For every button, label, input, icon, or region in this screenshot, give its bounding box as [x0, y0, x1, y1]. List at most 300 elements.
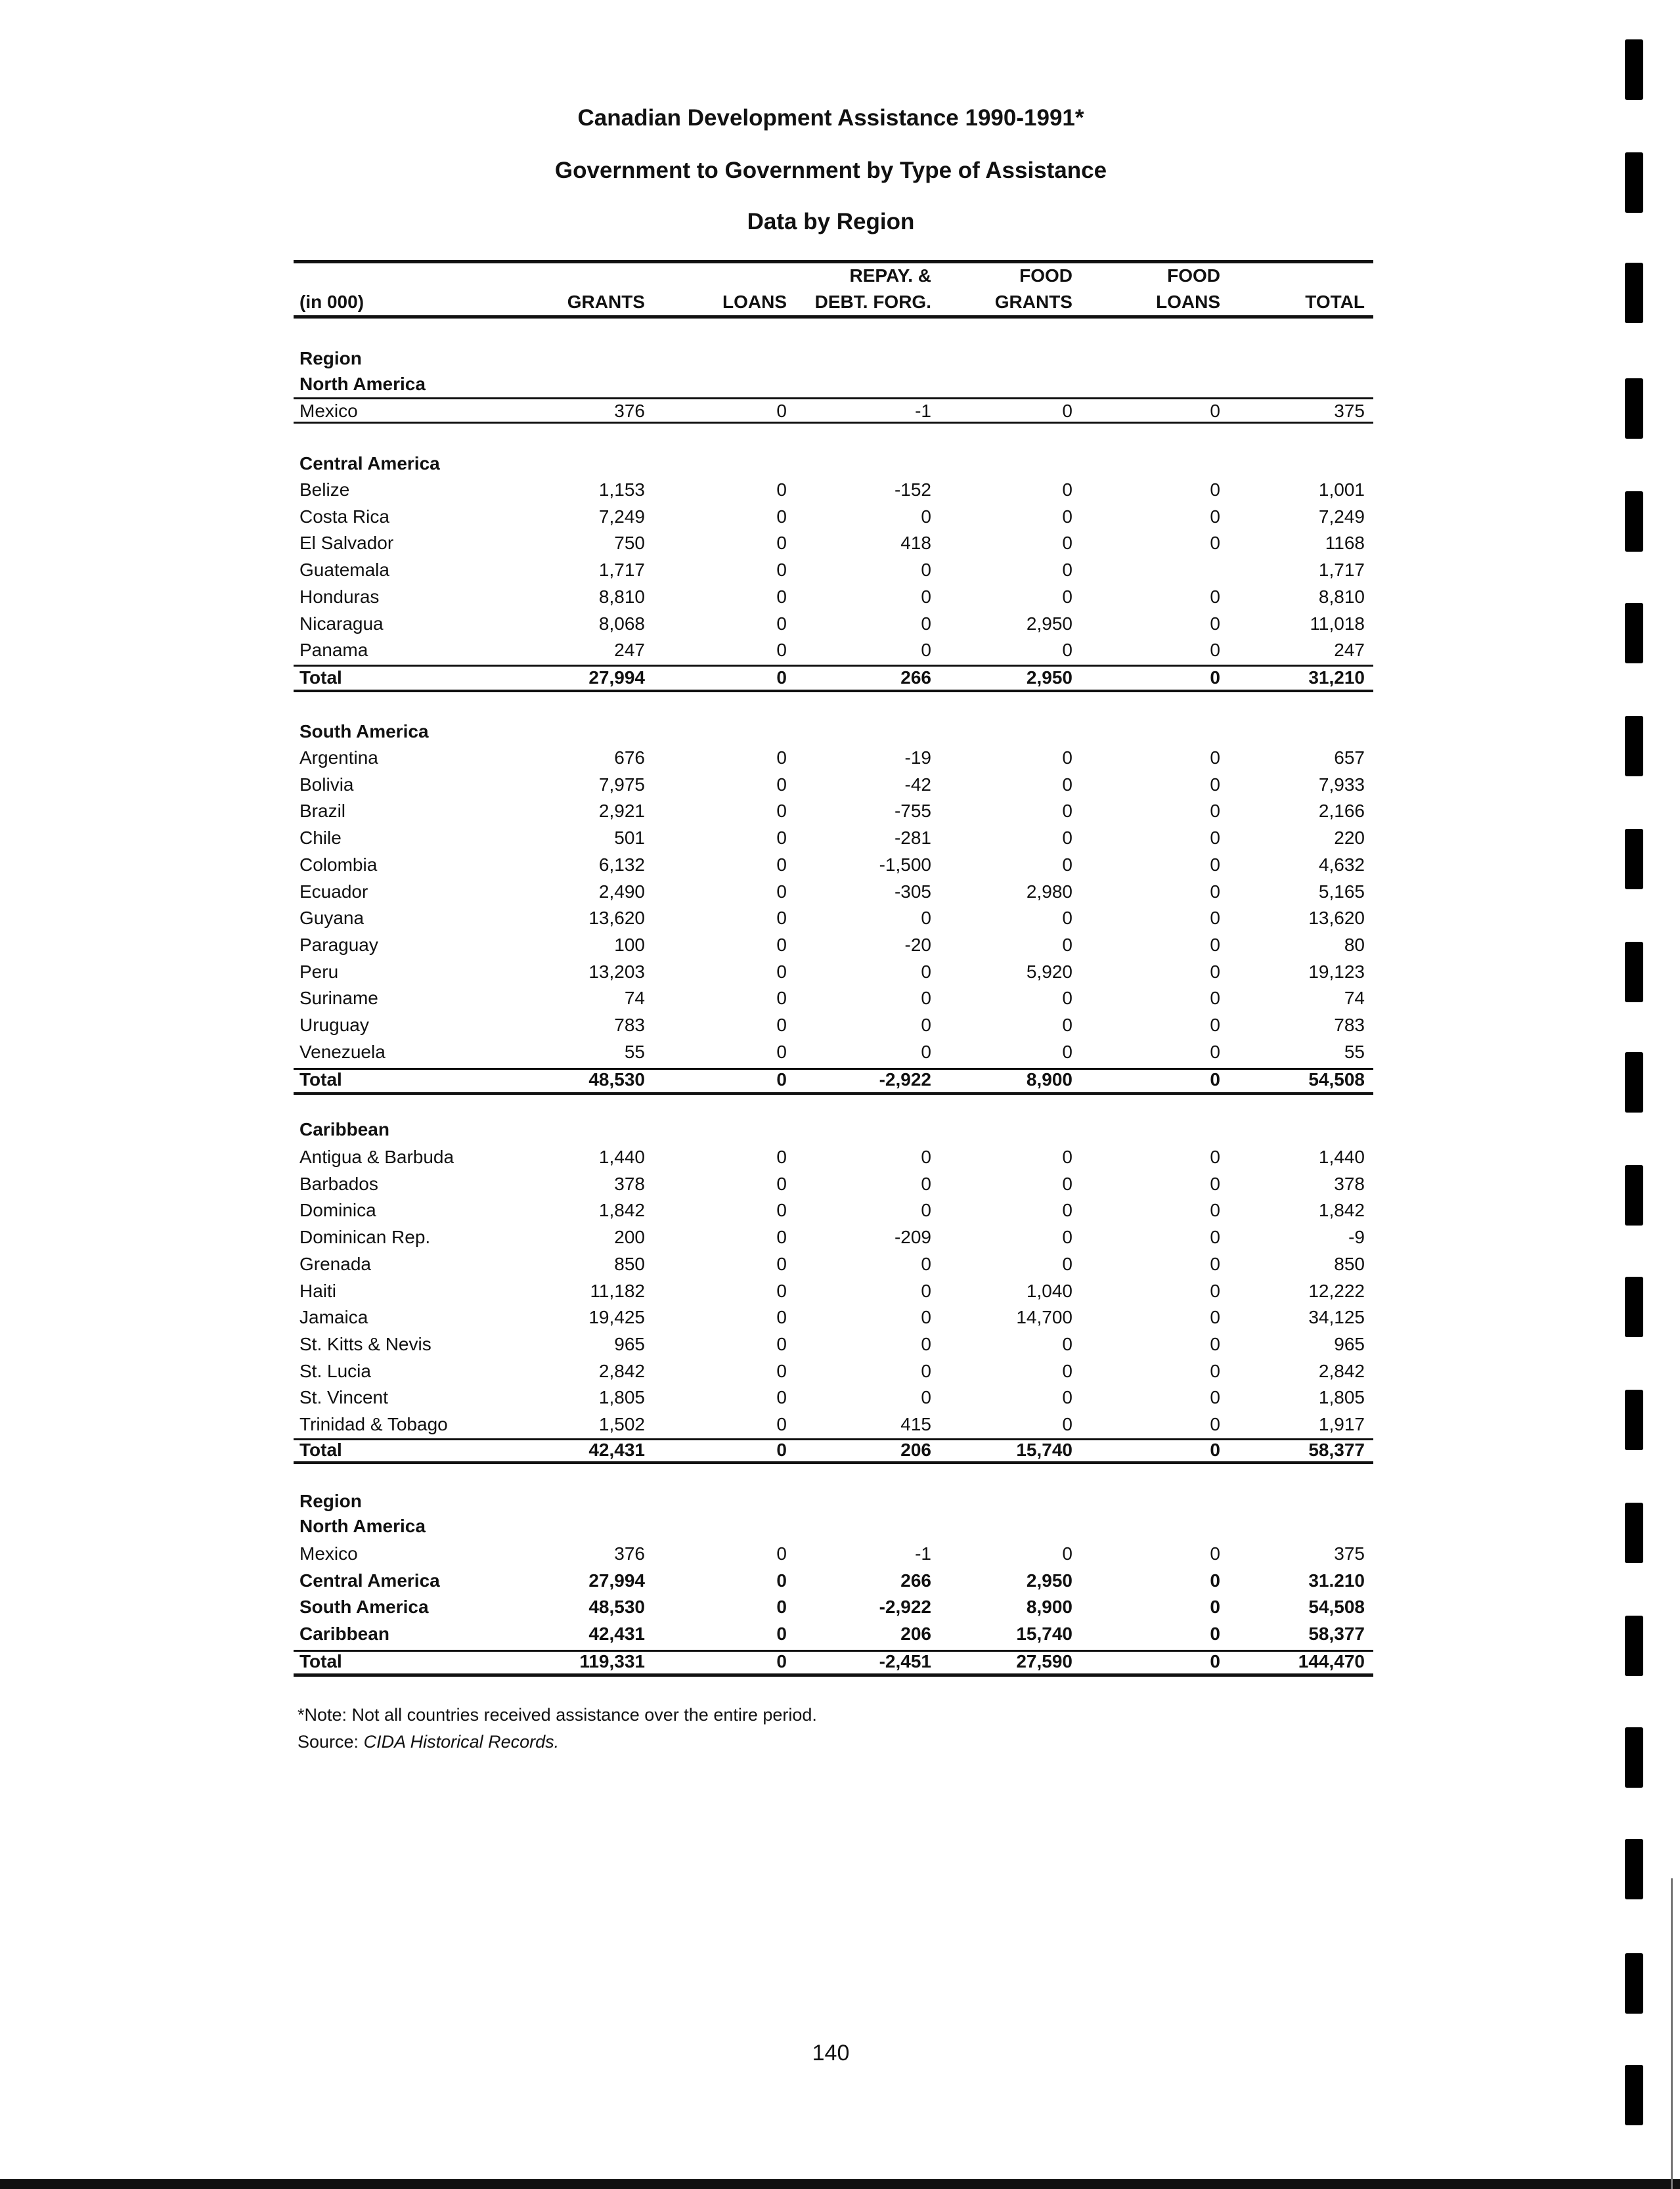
food-grants-cell: 27,590	[1016, 1651, 1072, 1671]
column-header-repay-line1: REPAY. &	[849, 265, 931, 286]
table-row-label: Mexico	[299, 401, 358, 421]
table-row-label: Brazil	[299, 801, 346, 822]
repay-debt-forgiveness-cell: 206	[900, 1440, 931, 1460]
food-grants-cell: 8,900	[1026, 1069, 1072, 1090]
total-cell: 1,805	[1318, 1387, 1365, 1408]
food-grants-cell: 2,950	[1026, 1570, 1072, 1591]
food-loans-cell: 0	[1210, 1597, 1220, 1618]
loans-cell: 0	[776, 640, 787, 661]
food-loans-cell: 0	[1210, 1015, 1220, 1035]
loans-cell: 0	[776, 774, 787, 795]
total-cell: 220	[1334, 828, 1365, 849]
section-label-north-america: North America	[299, 374, 426, 394]
grants-cell: 7,249	[598, 506, 645, 527]
source-line	[298, 1732, 559, 1752]
repay-debt-forgiveness-cell: 0	[921, 613, 931, 634]
binding-mark	[1625, 1727, 1643, 1788]
food-grants-cell: 0	[1062, 1041, 1072, 1062]
food-loans-cell: 0	[1210, 1414, 1220, 1434]
north-america-bottom-rule	[294, 422, 1373, 424]
loans-cell: 0	[776, 801, 787, 822]
loans-cell: 0	[776, 1147, 787, 1167]
repay-debt-forgiveness-cell: -1	[915, 1543, 931, 1564]
repay-debt-forgiveness-cell: 0	[921, 1200, 931, 1221]
repay-debt-forgiveness-cell: 0	[921, 908, 931, 929]
binding-mark	[1625, 942, 1643, 1002]
repay-debt-forgiveness-cell: 266	[900, 1570, 931, 1591]
food-loans-cell: 0	[1210, 1069, 1220, 1090]
page-number: 140	[812, 2041, 850, 2066]
food-grants-cell: 8,900	[1026, 1597, 1072, 1618]
repay-debt-forgiveness-cell: -305	[894, 881, 931, 902]
column-header-unit: (in 000)	[299, 292, 365, 312]
grants-cell: 378	[614, 1173, 645, 1194]
total-cell: 55	[1344, 1041, 1365, 1062]
total-cell: 7,933	[1318, 774, 1365, 795]
food-loans-cell: 0	[1210, 1253, 1220, 1274]
repay-debt-forgiveness-cell: -42	[904, 774, 931, 795]
total-cell: 247	[1334, 640, 1365, 661]
food-grants-cell: 0	[1062, 988, 1072, 1009]
footnote: *Note: Not all countries received assistance over the entire period.	[298, 1705, 817, 1725]
total-cell: 31.210	[1308, 1570, 1365, 1591]
total-cell: 8,810	[1318, 586, 1365, 607]
food-loans-cell: 0	[1210, 1543, 1220, 1564]
food-loans-cell: 0	[1210, 1440, 1220, 1460]
loans-cell: 0	[776, 1227, 787, 1248]
food-grants-cell: 0	[1062, 774, 1072, 795]
total-row-label: Total	[299, 1440, 342, 1460]
grants-cell: 783	[614, 1015, 645, 1035]
table-row-label: Peru	[299, 961, 339, 982]
food-loans-cell: 0	[1210, 1651, 1220, 1671]
repay-debt-forgiveness-cell: 0	[921, 506, 931, 527]
food-loans-cell: 0	[1210, 613, 1220, 634]
food-loans-cell: 0	[1210, 828, 1220, 849]
food-grants-cell: 0	[1062, 1015, 1072, 1035]
total-cell: 31,210	[1308, 667, 1365, 688]
food-loans-cell: 0	[1210, 533, 1220, 554]
table-row-label: St. Lucia	[299, 1360, 371, 1381]
binding-mark	[1625, 263, 1643, 323]
loans-cell: 0	[776, 1333, 787, 1354]
loans-cell: 0	[776, 908, 787, 929]
binding-mark	[1625, 603, 1643, 663]
food-grants-cell: 0	[1062, 747, 1072, 768]
loans-cell: 0	[776, 401, 787, 421]
grants-cell: 119,331	[579, 1651, 645, 1671]
loans-cell: 0	[776, 1624, 787, 1645]
grants-cell: 27,994	[588, 1570, 645, 1591]
table-row-label: Honduras	[299, 586, 380, 607]
total-cell: 378	[1334, 1173, 1365, 1194]
food-grants-cell: 0	[1062, 401, 1072, 421]
food-grants-cell: 0	[1062, 640, 1072, 661]
grants-cell: 376	[614, 1543, 645, 1564]
food-loans-cell: 0	[1210, 667, 1220, 688]
loans-cell: 0	[776, 586, 787, 607]
food-loans-cell: 0	[1210, 1227, 1220, 1248]
total-cell: 58,377	[1308, 1440, 1365, 1460]
section-label-region: Region	[299, 348, 362, 368]
food-grants-cell: 0	[1062, 1414, 1072, 1434]
table-row-label: Guyana	[299, 908, 365, 929]
column-header-food-loans-line1: FOOD	[1167, 265, 1220, 286]
food-grants-cell: 0	[1062, 1200, 1072, 1221]
total-cell: 11,018	[1310, 613, 1365, 634]
summary-label-north-america: North America	[299, 1516, 426, 1536]
grants-cell: 11,182	[590, 1280, 645, 1301]
loans-cell: 0	[776, 1651, 787, 1671]
loans-cell: 0	[776, 506, 787, 527]
food-loans-cell: 0	[1210, 506, 1220, 527]
summary-total-bottom-rule	[294, 1673, 1373, 1677]
repay-debt-forgiveness-cell: 0	[921, 586, 931, 607]
food-grants-cell: 0	[1062, 1227, 1072, 1248]
binding-mark	[1625, 2065, 1643, 2125]
repay-debt-forgiveness-cell: 0	[921, 1307, 931, 1328]
grants-cell: 2,490	[598, 881, 645, 902]
total-cell: -9	[1348, 1227, 1365, 1248]
repay-debt-forgiveness-cell: -152	[894, 479, 931, 500]
total-cell: 34,125	[1308, 1307, 1365, 1328]
loans-cell: 0	[776, 613, 787, 634]
grants-cell: 1,842	[598, 1200, 645, 1221]
repay-debt-forgiveness-cell: 266	[900, 667, 931, 688]
grants-cell: 1,440	[598, 1147, 645, 1167]
loans-cell: 0	[776, 1307, 787, 1328]
grants-cell: 247	[614, 640, 645, 661]
food-loans-cell: 0	[1210, 479, 1220, 500]
repay-debt-forgiveness-cell: 0	[921, 1253, 931, 1274]
table-row-label: Barbados	[299, 1173, 378, 1194]
grants-cell: 2,921	[598, 801, 645, 822]
grants-cell: 48,530	[588, 1069, 645, 1090]
repay-debt-forgiveness-cell: -281	[894, 828, 931, 849]
repay-debt-forgiveness-cell: -209	[894, 1227, 931, 1248]
repay-debt-forgiveness-cell: 415	[900, 1414, 931, 1434]
table-row-label: Dominican Rep.	[299, 1227, 431, 1248]
food-loans-cell: 0	[1210, 854, 1220, 875]
total-cell: 965	[1334, 1333, 1365, 1354]
grants-cell: 750	[614, 533, 645, 554]
loans-cell: 0	[776, 1543, 787, 1564]
binding-mark	[1625, 1839, 1643, 1899]
column-header-food-loans-line2: LOANS	[1156, 292, 1220, 312]
total-cell: 19,123	[1308, 961, 1365, 982]
summary-row-label: South America	[299, 1597, 429, 1618]
header-bottom-rule	[294, 315, 1373, 319]
repay-debt-forgiveness-cell: 0	[921, 1280, 931, 1301]
table-row-label: Venezuela	[299, 1041, 386, 1062]
repay-debt-forgiveness-cell: 0	[921, 560, 931, 581]
repay-debt-forgiveness-cell: 0	[921, 988, 931, 1009]
food-loans-cell: 0	[1210, 747, 1220, 768]
food-loans-cell: 0	[1210, 1360, 1220, 1381]
total-cell: 2,842	[1318, 1360, 1365, 1381]
binding-mark	[1625, 152, 1643, 213]
loans-cell: 0	[776, 988, 787, 1009]
repay-debt-forgiveness-cell: -2,451	[879, 1651, 931, 1671]
total-cell: 850	[1334, 1253, 1365, 1274]
table-row-label: Haiti	[299, 1280, 337, 1301]
food-loans-cell: 0	[1210, 1307, 1220, 1328]
food-grants-cell: 0	[1062, 586, 1072, 607]
food-loans-cell: 0	[1210, 640, 1220, 661]
repay-debt-forgiveness-cell: -20	[904, 934, 931, 955]
grants-cell: 48,530	[588, 1597, 645, 1618]
binding-mark	[1625, 378, 1643, 439]
repay-debt-forgiveness-cell: -1,500	[879, 854, 931, 875]
food-grants-cell: 0	[1062, 479, 1072, 500]
table-row-label: Nicaragua	[299, 613, 384, 634]
grants-cell: 8,068	[598, 613, 645, 634]
grants-cell: 74	[624, 988, 645, 1009]
food-grants-cell: 14,700	[1016, 1307, 1072, 1328]
total-cell: 1,842	[1318, 1200, 1365, 1221]
repay-debt-forgiveness-cell: -19	[904, 747, 931, 768]
repay-debt-forgiveness-cell: 0	[921, 1360, 931, 1381]
loans-cell: 0	[776, 1570, 787, 1591]
total-cell: 1168	[1325, 533, 1365, 554]
summary-row-label: Mexico	[299, 1543, 358, 1564]
food-loans-cell: 0	[1210, 1147, 1220, 1167]
grants-cell: 1,502	[598, 1414, 645, 1434]
grants-cell: 1,717	[598, 560, 645, 581]
food-grants-cell: 0	[1062, 506, 1072, 527]
column-header-food-grants-line2: GRANTS	[994, 292, 1072, 312]
food-grants-cell: 15,740	[1016, 1440, 1072, 1460]
binding-mark	[1625, 1165, 1643, 1226]
summary-row-label: Central America	[299, 1570, 440, 1591]
food-loans-cell: 0	[1210, 1570, 1220, 1591]
table-row-label: Antigua & Barbuda	[299, 1147, 454, 1167]
food-grants-cell: 0	[1062, 1387, 1072, 1408]
grants-cell: 850	[614, 1253, 645, 1274]
grants-cell: 100	[614, 934, 645, 955]
repay-debt-forgiveness-cell: 0	[921, 961, 931, 982]
loans-cell: 0	[776, 1387, 787, 1408]
food-grants-cell: 5,920	[1026, 961, 1072, 982]
food-grants-cell: 15,740	[1016, 1624, 1072, 1645]
grants-cell: 13,203	[588, 961, 645, 982]
food-grants-cell: 0	[1062, 1147, 1072, 1167]
binding-mark	[1625, 1953, 1643, 2014]
table-row-label: Jamaica	[299, 1307, 368, 1328]
food-loans-cell: 0	[1210, 1624, 1220, 1645]
south-america-total-bottom-rule	[294, 1092, 1373, 1095]
food-grants-cell: 0	[1062, 801, 1072, 822]
loans-cell: 0	[776, 934, 787, 955]
grand-total-row-label: Total	[299, 1651, 342, 1671]
table-row-label: St. Kitts & Nevis	[299, 1333, 431, 1354]
grants-cell: 13,620	[588, 908, 645, 929]
grants-cell: 42,431	[588, 1440, 645, 1460]
loans-cell: 0	[776, 560, 787, 581]
food-loans-cell: 0	[1210, 1280, 1220, 1301]
source-label: Source:	[298, 1732, 359, 1752]
food-grants-cell: 0	[1062, 1333, 1072, 1354]
food-grants-cell: 0	[1062, 828, 1072, 849]
binding-mark	[1625, 1277, 1643, 1337]
food-loans-cell: 0	[1210, 1173, 1220, 1194]
grants-cell: 2,842	[598, 1360, 645, 1381]
loans-cell: 0	[776, 961, 787, 982]
grants-cell: 501	[614, 828, 645, 849]
grants-cell: 965	[614, 1333, 645, 1354]
food-grants-cell: 0	[1062, 1253, 1072, 1274]
food-grants-cell: 0	[1062, 533, 1072, 554]
total-cell: 12,222	[1308, 1280, 1365, 1301]
binding-mark	[1625, 716, 1643, 776]
total-cell: 74	[1344, 988, 1365, 1009]
total-cell: 7,249	[1318, 506, 1365, 527]
loans-cell: 0	[776, 533, 787, 554]
loans-cell: 0	[776, 1414, 787, 1434]
food-grants-cell: 2,980	[1026, 881, 1072, 902]
total-cell: 2,166	[1318, 801, 1365, 822]
binding-mark	[1625, 829, 1643, 889]
total-cell: 144,470	[1298, 1651, 1365, 1671]
column-header-repay-line2: DEBT. FORG.	[814, 292, 931, 312]
table-row-label: Argentina	[299, 747, 378, 768]
repay-debt-forgiveness-cell: 0	[921, 1173, 931, 1194]
binding-mark	[1625, 1616, 1643, 1676]
loans-cell: 0	[776, 1253, 787, 1274]
total-cell: 375	[1334, 401, 1365, 421]
summary-row-label: Caribbean	[299, 1624, 389, 1645]
repay-debt-forgiveness-cell: 0	[921, 1387, 931, 1408]
repay-debt-forgiveness-cell: 0	[921, 640, 931, 661]
section-label-central-america: Central America	[299, 453, 440, 474]
food-loans-cell: 0	[1210, 1200, 1220, 1221]
total-cell: 5,165	[1318, 881, 1365, 902]
central-america-total-bottom-rule	[294, 690, 1373, 692]
table-row-label: Suriname	[299, 988, 378, 1009]
repay-debt-forgiveness-cell: 418	[900, 533, 931, 554]
column-header-total: TOTAL	[1305, 292, 1365, 312]
repay-debt-forgiveness-cell: -2,922	[879, 1069, 931, 1090]
repay-debt-forgiveness-cell: 0	[921, 1333, 931, 1354]
binding-mark	[1625, 491, 1643, 552]
table-row-label: Trinidad & Tobago	[299, 1414, 448, 1434]
grants-cell: 6,132	[598, 854, 645, 875]
repay-debt-forgiveness-cell: 206	[900, 1624, 931, 1645]
grants-cell: 676	[614, 747, 645, 768]
total-cell: 1,917	[1318, 1414, 1365, 1434]
grants-cell: 376	[614, 401, 645, 421]
total-cell: 54,508	[1308, 1069, 1365, 1090]
total-cell: 657	[1334, 747, 1365, 768]
total-cell: 58,377	[1308, 1624, 1365, 1645]
caribbean-total-bottom-rule	[294, 1461, 1373, 1464]
food-loans-cell: 0	[1210, 881, 1220, 902]
food-loans-cell: 0	[1210, 934, 1220, 955]
total-row-label: Total	[299, 667, 342, 688]
food-grants-cell: 0	[1062, 854, 1072, 875]
total-cell: 80	[1344, 934, 1365, 955]
source-text: CIDA Historical Records.	[363, 1732, 560, 1752]
grants-cell: 55	[624, 1041, 645, 1062]
loans-cell: 0	[776, 1200, 787, 1221]
food-grants-cell: 0	[1062, 1543, 1072, 1564]
loans-cell: 0	[776, 828, 787, 849]
food-grants-cell: 2,950	[1026, 613, 1072, 634]
loans-cell: 0	[776, 667, 787, 688]
grants-cell: 200	[614, 1227, 645, 1248]
table-row-label: Belize	[299, 479, 350, 500]
binding-mark	[1625, 39, 1643, 100]
loans-cell: 0	[776, 1041, 787, 1062]
food-grants-cell: 0	[1062, 908, 1072, 929]
total-cell: 375	[1334, 1543, 1365, 1564]
food-loans-cell: 0	[1210, 988, 1220, 1009]
repay-debt-forgiveness-cell: -1	[915, 401, 931, 421]
scan-edge-right	[1671, 1878, 1673, 2189]
summary-label-region: Region	[299, 1491, 362, 1511]
table-row-label: Chile	[299, 828, 342, 849]
grants-cell: 19,425	[588, 1307, 645, 1328]
table-row-label: Panama	[299, 640, 368, 661]
document-subtitle: Government to Government by Type of Assistance	[554, 158, 1107, 183]
total-cell: 783	[1334, 1015, 1365, 1035]
table-row-label: Bolivia	[299, 774, 354, 795]
food-grants-cell: 0	[1062, 560, 1072, 581]
loans-cell: 0	[776, 747, 787, 768]
food-loans-cell: 0	[1210, 961, 1220, 982]
repay-debt-forgiveness-cell: 0	[921, 1041, 931, 1062]
food-loans-cell: 0	[1210, 586, 1220, 607]
document-subtitle-region: Data by Region	[747, 209, 915, 234]
binding-mark	[1625, 1052, 1643, 1113]
loans-cell: 0	[776, 479, 787, 500]
grants-cell: 1,805	[598, 1387, 645, 1408]
total-cell: 1,001	[1318, 479, 1365, 500]
loans-cell: 0	[776, 1069, 787, 1090]
food-loans-cell: 0	[1210, 1041, 1220, 1062]
loans-cell: 0	[776, 1280, 787, 1301]
repay-debt-forgiveness-cell: -2,922	[879, 1597, 931, 1618]
loans-cell: 0	[776, 1440, 787, 1460]
food-grants-cell: 0	[1062, 1173, 1072, 1194]
loans-cell: 0	[776, 1015, 787, 1035]
food-grants-cell: 2,950	[1026, 667, 1072, 688]
food-loans-cell: 0	[1210, 1387, 1220, 1408]
total-cell: 54,508	[1308, 1597, 1365, 1618]
column-header-grants: GRANTS	[567, 292, 645, 312]
total-cell: 1,717	[1318, 560, 1365, 581]
repay-debt-forgiveness-cell: 0	[921, 1147, 931, 1167]
table-row-label: Paraguay	[299, 934, 378, 955]
table-row-label: Ecuador	[299, 881, 368, 902]
food-loans-cell: 0	[1210, 401, 1220, 421]
column-header-loans: LOANS	[722, 292, 787, 312]
loans-cell: 0	[776, 881, 787, 902]
binding-mark	[1625, 1390, 1643, 1450]
repay-debt-forgiveness-cell: -755	[894, 801, 931, 822]
grants-cell: 7,975	[598, 774, 645, 795]
total-row-label: Total	[299, 1069, 342, 1090]
table-row-label: Guatemala	[299, 560, 389, 581]
food-loans-cell: 0	[1210, 801, 1220, 822]
table-row-label: Costa Rica	[299, 506, 389, 527]
scan-edge-bottom	[0, 2179, 1680, 2189]
binding-mark	[1625, 1503, 1643, 1563]
table-row-label: El Salvador	[299, 533, 394, 554]
food-grants-cell: 0	[1062, 1360, 1072, 1381]
table-row-label: Grenada	[299, 1253, 371, 1274]
grants-cell: 42,431	[588, 1624, 645, 1645]
